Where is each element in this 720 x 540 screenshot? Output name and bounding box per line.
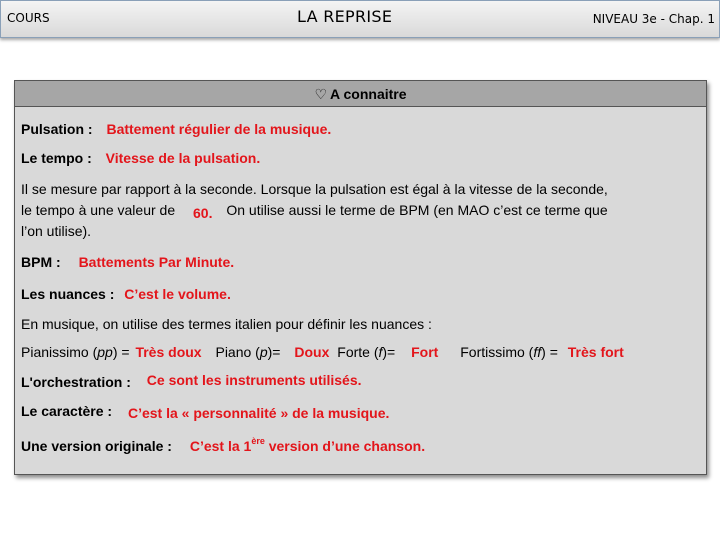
header-level-chapter: NIVEAU 3e - Chap. 1 — [592, 12, 715, 26]
tempo-paragraph-line-2 — [21, 202, 608, 221]
caractere-label: Le caractère : — [21, 403, 113, 419]
f-label: Forte (f)= — [337, 344, 396, 360]
pulsation-row — [21, 121, 331, 137]
pulsation-definition: Battement régulier de la musique. — [106, 121, 332, 137]
pulsation-label: Pulsation : — [21, 121, 93, 137]
heart-icon: ♡ — [314, 86, 328, 102]
orchestration-row — [21, 374, 362, 390]
orchestration-definition: Ce sont les instruments utilisés. — [146, 372, 362, 388]
header-course-label: COURS — [7, 11, 50, 25]
caractere-definition: C’est la « personnalité » de la musique. — [127, 405, 390, 421]
nuances-intro: En musique, on utilise des termes italien pour définir les nuances : — [21, 316, 432, 332]
version-label: Une version originale : — [21, 438, 172, 454]
ff-label: Fortissimo (ff) = — [460, 344, 558, 360]
pp-label: Pianissimo (pp) = — [21, 344, 130, 360]
f-value: Fort — [411, 344, 439, 360]
definitions-box — [14, 80, 707, 475]
tempo-label: Le tempo : — [21, 150, 92, 166]
tempo-row — [21, 150, 260, 166]
ff-value: Très fort — [567, 344, 624, 360]
bpm-label: BPM : — [21, 254, 61, 270]
paragraph-text-b: On utilise aussi le terme de BPM (en MAO c’est ce terme que — [226, 202, 608, 218]
tempo-paragraph-line-1: Il se mesure par rapport à la seconde. Lorsque la pulsation est égal à la vitesse de la seconde, — [21, 181, 608, 197]
nuances-row — [21, 286, 231, 302]
bpm-definition: Battements Par Minute. — [78, 254, 235, 270]
paragraph-text-a: le tempo à une valeur de — [21, 202, 176, 218]
version-row — [21, 438, 425, 454]
tempo-value: 60. — [193, 205, 213, 221]
bpm-row — [21, 254, 234, 270]
pp-value: Très doux — [135, 344, 202, 360]
version-definition: C’est la 1ère version d’une chanson. — [189, 436, 426, 454]
nuances-definition: C’est le volume. — [124, 286, 231, 302]
p-label: Piano (p)= — [215, 344, 281, 360]
caractere-row — [21, 403, 389, 419]
orchestration-label: L'orchestration : — [21, 374, 131, 390]
definitions-box-heading — [15, 81, 706, 107]
p-value: Doux — [294, 344, 330, 360]
tempo-definition: Vitesse de la pulsation. — [105, 150, 261, 166]
dynamics-row — [21, 344, 624, 360]
slide-header — [0, 0, 720, 38]
nuances-label: Les nuances : — [21, 286, 115, 302]
page-title: LA REPRISE — [297, 7, 393, 26]
heading-text: A connaitre — [330, 86, 407, 102]
tempo-paragraph-line-3: l’on utilise). — [21, 223, 92, 239]
